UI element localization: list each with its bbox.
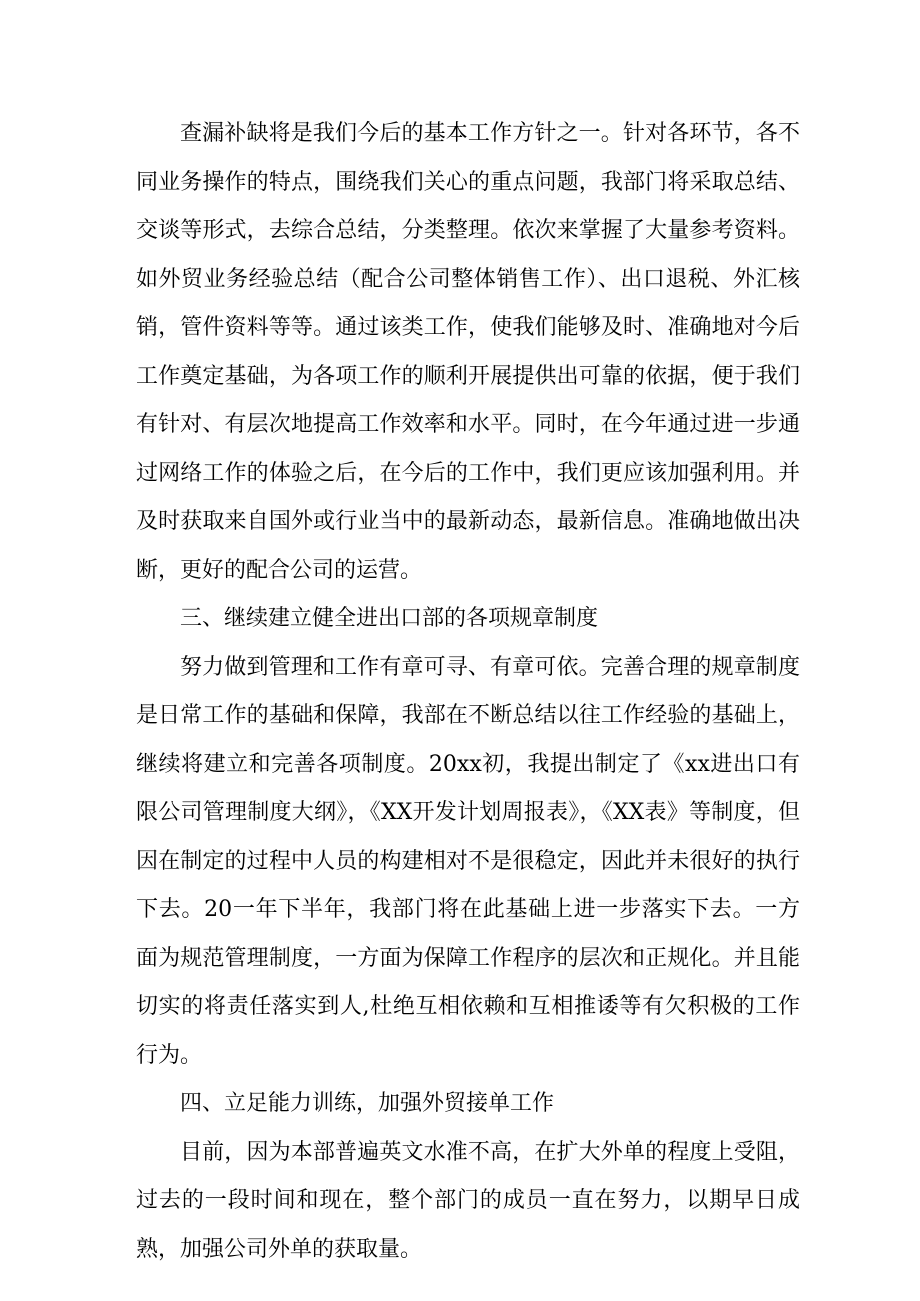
paragraph-review-summary: 查漏补缺将是我们今后的基本工作方针之一。针对各环节，各不同业务操作的特点，围绕我们关心的重点问题，我部门将采取总结、交谈等形式，去综合总结，分类整理。依次来掌握了大量参考资料。如外贸业务经验总结（配合公司整体销售工作）、出口退税、外汇核销，管件资料等等。通过该类工作，使我们能够及时、准确地对今后工作奠定基础，为各项工作的顺利开展提供出可靠的依据，便于我们有针对、有层次地提高工作效率和水平。同时，在今年通过进一步通过网络工作的体验之后，在今后的工作中，我们更应该加强利用。并及时获取来自国外或行业当中的最新动态，最新信息。准确地做出决断，更好的配合公司的运营。 [136,121,800,583]
paragraph-rules-system: 努力做到管理和工作有章可寻、有章可依。完善合理的规章制度是日常工作的基础和保障，我部在不断总结以往工作经验的基础上，继续将建立和完善各项制度。20xx初，我提出制定了《xx进出口有限公司管理制度大纲》，《XX开发计划周报表》，《XX表》等制度，但因在制定的过程中人员的构建相对不是很稳定，因此并未很好的执行下去。20一年下半年，我部门将在此基础上进一步落实下去。一方面为规范管理制度，一方面为保障工作程序的层次和正规化。并且能切实的将责任落实到人,杜绝互相依赖和互相推诿等有欠积极的工作行为。 [136,654,801,1068]
section-heading-4: 四、立足能力训练，加强外贸接单工作 [180,1091,555,1116]
document-body [136,110,800,1274]
paragraph-foreign-orders: 目前，因为本部普遍英文水准不高，在扩大外单的程度上受阻，过去的一段时间和现在，整个部门的成员一直在努力，以期早日成熟，加强公司外单的获取量。 [136,1139,800,1262]
section-heading-3: 三、继续建立健全进出口部的各项规章制度 [180,606,599,631]
